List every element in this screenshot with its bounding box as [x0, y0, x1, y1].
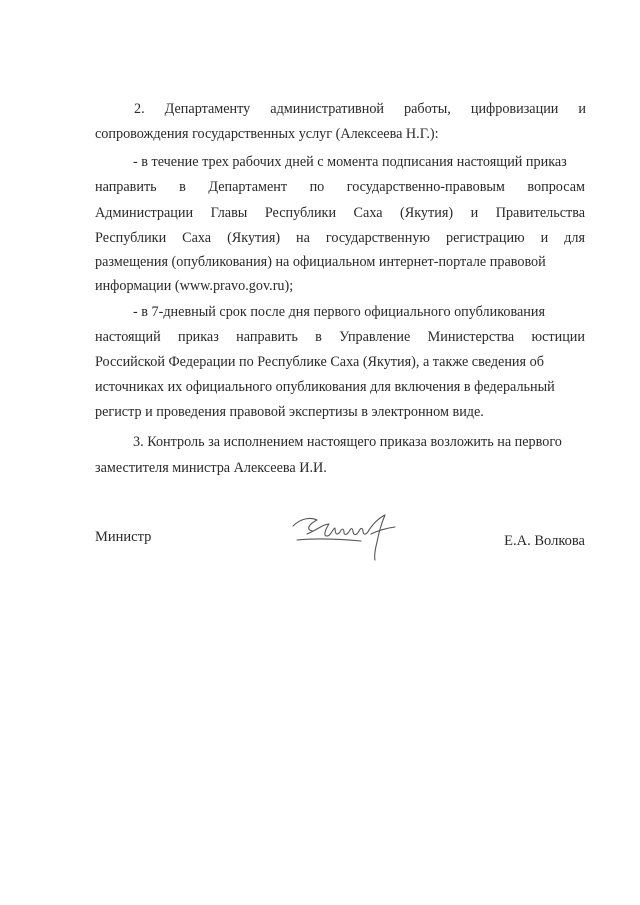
- paragraph-2-line-1: 2. Департаменту административной работы, цифровизации и: [134, 101, 586, 117]
- bullet-1-line-3: Администрации Главы Республики Саха (Якутия) и Правительства: [95, 205, 585, 221]
- handwritten-signature-icon: [287, 510, 407, 565]
- paragraph-3-line-1: 3. Контроль за исполнением настоящего приказа возложить на первого: [133, 434, 562, 450]
- signature-block: [95, 524, 585, 584]
- bullet-1-line-1: - в течение трех рабочих дней с момента подписания настоящий приказ: [133, 154, 567, 170]
- bullet-1-line-2: направить в Департамент по государственно-правовым вопросам: [95, 179, 585, 195]
- bullet-2-line-4: источниках их официального опубликования для включения в федеральный: [95, 379, 555, 395]
- bullet-1-line-5: размещения (опубликования) на официальном интернет-портале правовой: [95, 254, 546, 270]
- paragraph-3-line-2: заместителя министра Алексеева И.И.: [95, 460, 327, 476]
- signer-title: Министр: [95, 529, 152, 545]
- bullet-2-line-5: регистр и проведения правовой экспертизы в электронном виде.: [95, 404, 484, 420]
- paragraph-2-line-2: сопровождения государственных услуг (Алексеева Н.Г.):: [95, 126, 439, 142]
- bullet-2-line-2: настоящий приказ направить в Управление Министерства юстиции: [95, 329, 585, 345]
- bullet-2-line-1: - в 7-дневный срок после дня первого официального опубликования: [133, 304, 546, 320]
- signer-name: Е.А. Волкова: [504, 533, 585, 549]
- bullet-1-line-6: информации (www.pravo.gov.ru);: [95, 278, 294, 294]
- bullet-2-line-3: Российской Федерации по Республике Саха (Якутия), а также сведения об: [95, 354, 544, 370]
- bullet-1-line-4: Республики Саха (Якутия) на государственную регистрацию и для: [95, 230, 585, 246]
